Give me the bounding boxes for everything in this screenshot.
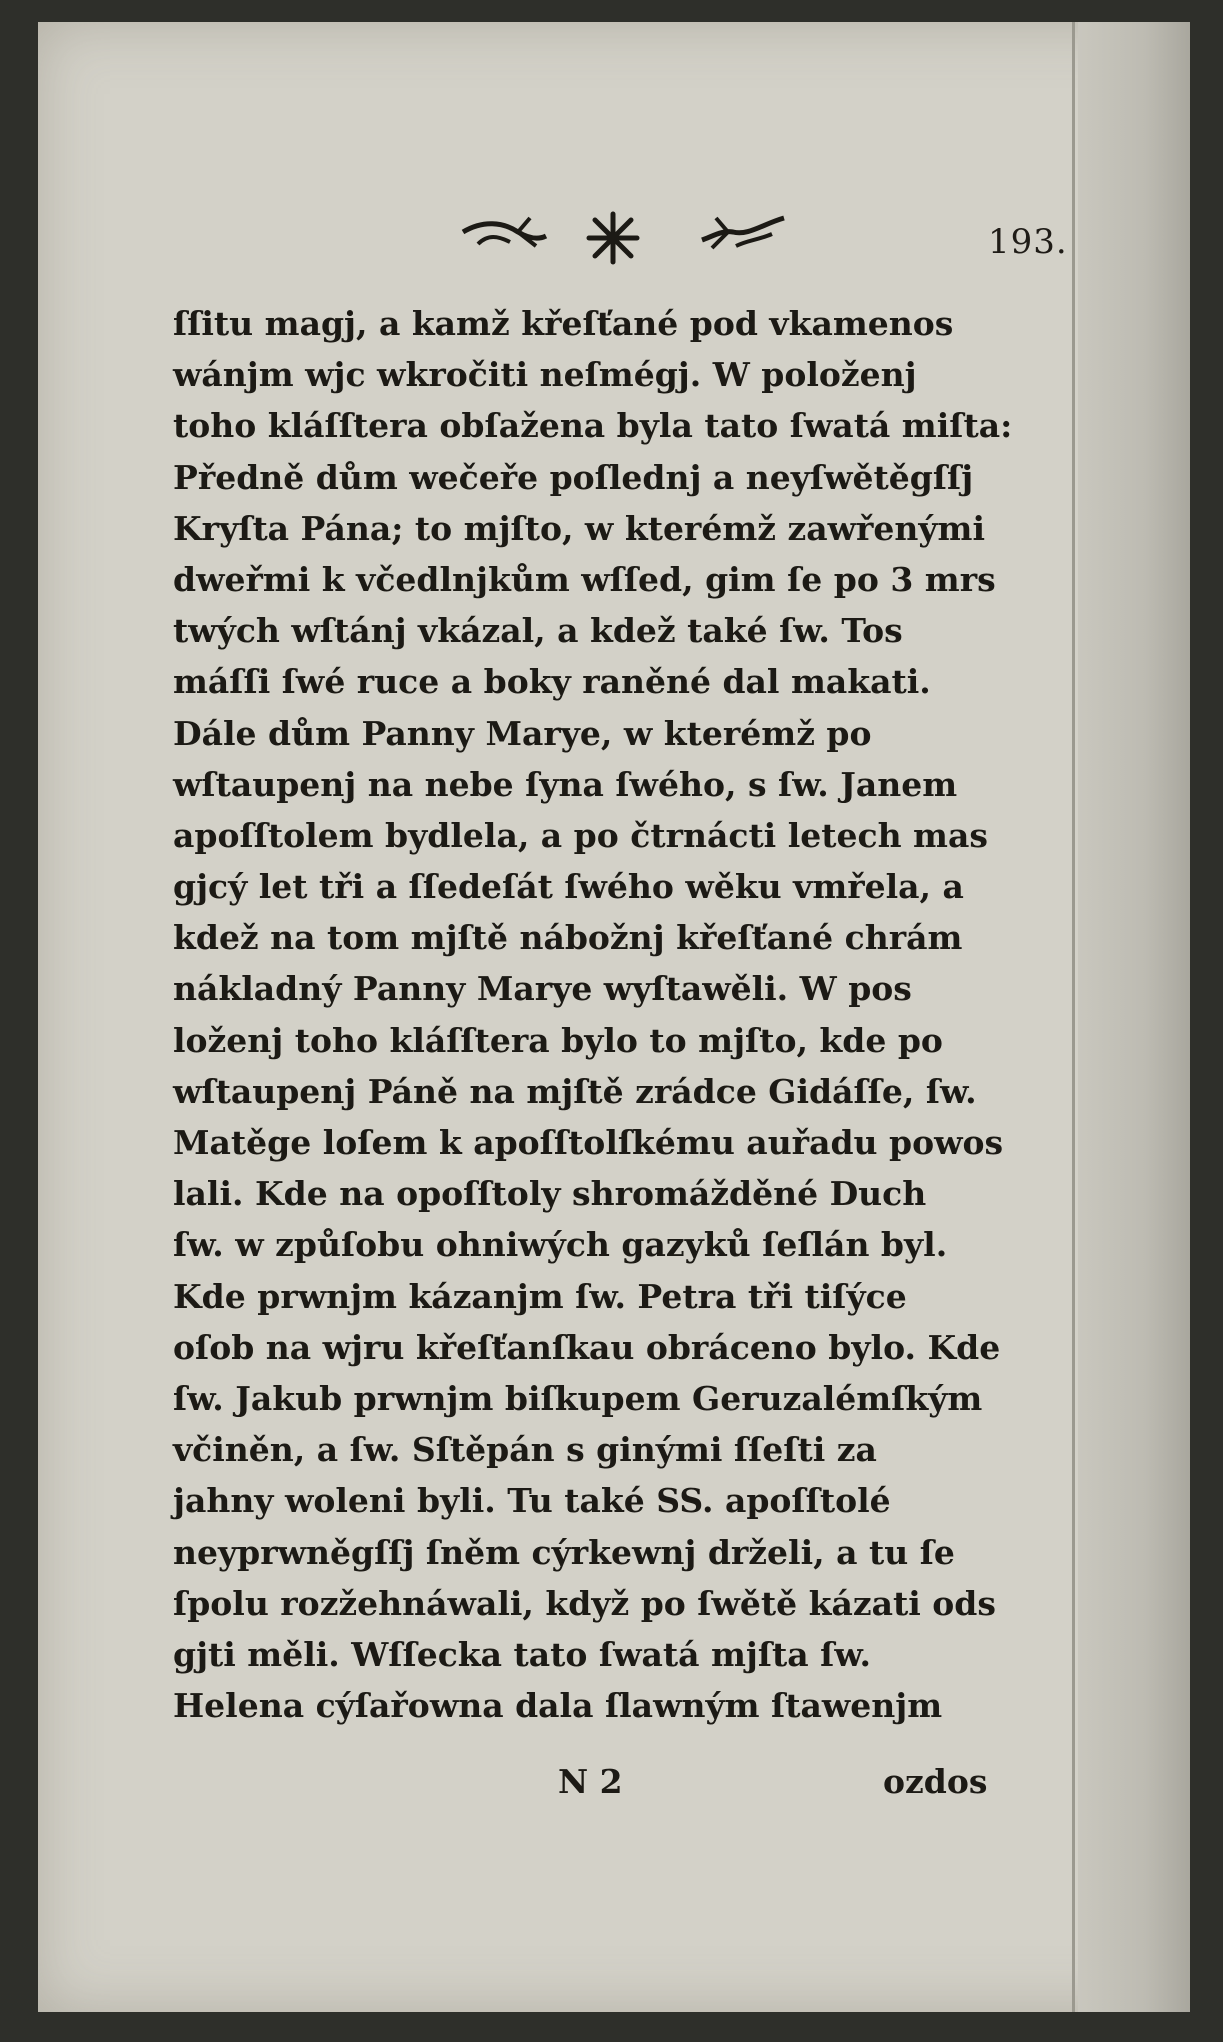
signature-mark: N 2 (558, 1762, 623, 1801)
text-line: oſob na wjru křeſťanſkau obráceno bylo. Kde (173, 1327, 1001, 1367)
text-line: ſpolu rozžehnáwali, když po ſwětě kázati ods (173, 1583, 996, 1623)
text-line: twých wſtánj vkázal, a kdež také ſw. Tos (173, 611, 903, 651)
text-line: Kde prwnjm kázanjm ſw. Petra tři tiſýce (173, 1276, 907, 1316)
page-number: 193. (988, 222, 1068, 262)
text-line: toho kláſſtera obſaženа byla tato ſwatá miſta: (173, 406, 1013, 446)
page-fold-line (1072, 22, 1075, 2012)
text-line: nákladný Panny Marye wyſtawěli. W pos (173, 969, 912, 1009)
text-line: loženj toho kláſſtera bylo to mjſto, kde po (173, 1020, 943, 1060)
catchword: ozdos (883, 1762, 988, 1801)
text-line: apoſſtolem bydlela, a po čtrnácti letech mas (173, 815, 988, 855)
text-line: wſtaupenj na nebe ſyna ſwého, s ſw. Janem (173, 764, 958, 804)
text-line: Kryſta Pána; to mjſto, w kterémž zawřenými (173, 508, 985, 548)
text-line: dweřmi k včedlnjkům wſſed, gim ſe po 3 mrs (173, 559, 996, 599)
text-line: ſw. w způſobu ohniwých gazyků ſeſlán byl. (173, 1225, 948, 1265)
page-edge-shadow (1078, 22, 1190, 2012)
text-line: gjti měli. Wſſeckа tato ſwatá mjſta ſw. (173, 1634, 871, 1674)
text-line: wſtaupenj Páně na mjſtě zrádce Gidáſſe, ſw. (173, 1071, 977, 1111)
text-line: Matěge loſem k apoſſtolſkému auřadu powos (173, 1123, 1004, 1162)
header-ornaments (458, 210, 788, 270)
star-ornament-icon (583, 210, 643, 266)
page-footer (38, 1762, 1190, 1812)
text-line: Dále dům Panny Marye, w kterémž po (173, 713, 872, 753)
text-line: Předně dům wečeře poſlednj a neyſwětěgſſj (173, 457, 974, 497)
swash-left-ornament-icon (458, 210, 548, 260)
text-line: lali. Kde na opoſſtoly shromážděné Duch (173, 1174, 927, 1214)
text-line: jahny woleni byli. Tu také SS. apoſſtolé (173, 1481, 891, 1521)
text-line: Helena cýſařowna dala ſlawným ſtawenjm (173, 1686, 943, 1726)
text-line: včiněn, a ſw. Sſtěpán s ginými ſſeſti za (173, 1430, 877, 1470)
text-line: ſſitu magj, a kamž křeſťané pod vkamenos (173, 304, 954, 343)
text-line: neyprwněgſſj ſněm cýrkewnj drželi, a tu ſe (173, 1532, 955, 1572)
text-line: wánjm wjc wkročiti neſmégj. W položenj (173, 355, 917, 395)
body-text (173, 298, 1113, 1731)
page-sheet (38, 22, 1190, 2012)
text-line: máſſi ſwé ruce a boky raněné dal makati. (173, 662, 931, 702)
text-line: gjcý let tři a ſſedeſát ſwého wěku vmřela, a (173, 867, 964, 907)
swash-right-ornament-icon (698, 210, 788, 260)
text-line: kdež na tom mjſtě nábožnj křeſťané chrám (173, 918, 963, 958)
text-line: ſw. Jakub prwnjm biſkupem Geruzalémſkým (173, 1378, 983, 1418)
